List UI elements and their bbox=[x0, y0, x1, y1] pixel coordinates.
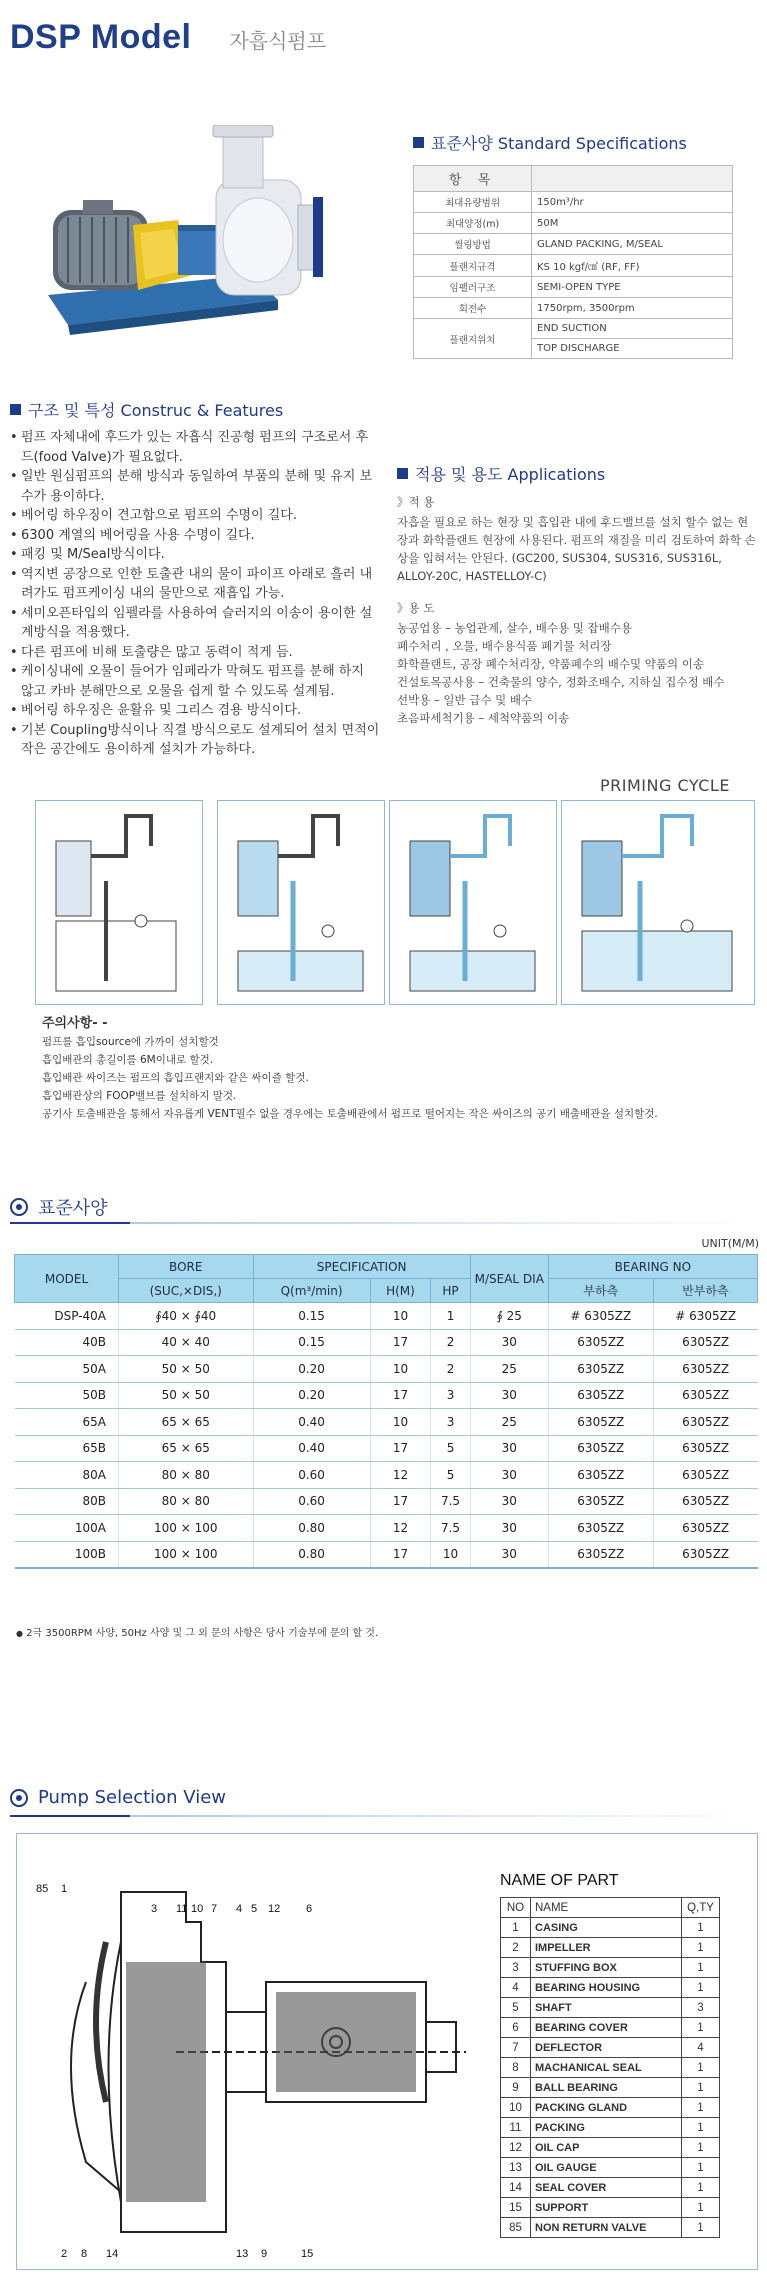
apply-text: 자흡을 필요로 하는 현장 및 흡입관 내에 후드밸브를 설치 할수 없는 현장과 화학플랜트 현장에 사용된다. 펌프의 재질을 미리 검토하여 화학 손상을 입혀서는 안된다. (GC200, SUS304, SUS316, SUS316L, ALLOY-20C, HASTELLOY-C) bbox=[397, 515, 756, 583]
spec-cell: 25 bbox=[470, 1409, 548, 1436]
spec-cell: 100B bbox=[15, 1541, 119, 1568]
selection-view-heading-text: Pump Selection View bbox=[38, 1787, 227, 1808]
part-name: SUPPORT bbox=[531, 2198, 682, 2218]
priming-step-2 bbox=[217, 800, 385, 1005]
parts-list-table bbox=[500, 1897, 720, 2238]
features-list bbox=[10, 428, 380, 760]
part-qty: 1 bbox=[682, 2078, 720, 2098]
spec-cell: 6305ZZ bbox=[653, 1409, 757, 1436]
spec-value: 50M bbox=[532, 213, 733, 234]
feature-item: • 케이싱내에 오물이 들어가 임페라가 막혀도 펌프를 분해 하지 않고 카바 분해만으로 오물을 쉽게 할 수 있도록 설계됨. bbox=[10, 662, 380, 701]
spec-cell: 5 bbox=[431, 1435, 470, 1462]
spec-key: 플랜지위치 bbox=[414, 319, 532, 359]
spec-cell: 30 bbox=[470, 1462, 548, 1489]
col-spec: SPECIFICATION bbox=[253, 1255, 470, 1279]
spec-key: 회전수 bbox=[414, 298, 532, 319]
part-qty: 1 bbox=[682, 2098, 720, 2118]
part-row bbox=[501, 2058, 720, 2078]
spec-cell: 0.15 bbox=[253, 1303, 370, 1330]
spec-value: TOP DISCHARGE bbox=[532, 339, 733, 359]
priming-cycle-diagram bbox=[35, 800, 755, 1005]
std-table-heading-text: 표준사양 bbox=[38, 1198, 108, 1219]
spec-cell: 12 bbox=[370, 1462, 431, 1489]
spec-cell: 0.20 bbox=[253, 1382, 370, 1409]
standard-spec-heading bbox=[413, 131, 687, 154]
spec-cell: 6305ZZ bbox=[548, 1356, 653, 1383]
features-heading bbox=[10, 398, 283, 421]
part-no: 85 bbox=[501, 2218, 531, 2238]
priming-step-4 bbox=[561, 800, 755, 1005]
spec-row bbox=[15, 1515, 758, 1542]
spec-cell: ∮ 25 bbox=[470, 1303, 548, 1330]
spec-cell: 30 bbox=[470, 1515, 548, 1542]
spec-value: 1750rpm, 3500rpm bbox=[532, 298, 733, 319]
part-row bbox=[501, 2018, 720, 2038]
spec-cell: 50A bbox=[15, 1356, 119, 1383]
callout-number: 12 bbox=[268, 1903, 281, 1915]
spec-cell: 80B bbox=[15, 1488, 119, 1515]
spec-cell: 6305ZZ bbox=[548, 1488, 653, 1515]
section-divider bbox=[10, 1222, 760, 1224]
part-no: 4 bbox=[501, 1978, 531, 1998]
spec-row bbox=[15, 1382, 758, 1409]
col-bearing-counter: 반부하측 bbox=[653, 1279, 757, 1303]
spec-table-header: 항 목 bbox=[414, 166, 532, 192]
feature-item: • 6300 계열의 베어링을 사용 수명이 길다. bbox=[10, 526, 380, 546]
parts-col-no: NO bbox=[501, 1898, 531, 1918]
callout-number: 8 bbox=[81, 2248, 88, 2260]
caution-line: 흡입배관 싸이즈는 펌프의 흡입프랜지와 같은 싸이즐 할것. bbox=[42, 1072, 309, 1084]
parts-col-name: NAME bbox=[531, 1898, 682, 1918]
section-divider bbox=[10, 1815, 760, 1817]
spec-cell: 0.40 bbox=[253, 1409, 370, 1436]
part-no: 11 bbox=[501, 2118, 531, 2138]
spec-cell: # 6305ZZ bbox=[548, 1303, 653, 1330]
part-name: PACKING bbox=[531, 2118, 682, 2138]
part-row bbox=[501, 2118, 720, 2138]
part-no: 10 bbox=[501, 2098, 531, 2118]
applications-heading-text: 적용 및 용도 Applications bbox=[415, 465, 606, 484]
callout-number: 6 bbox=[306, 1903, 313, 1915]
spec-cell: 80A bbox=[15, 1462, 119, 1489]
part-no: 7 bbox=[501, 2038, 531, 2058]
spec-cell: 17 bbox=[370, 1488, 431, 1515]
standard-spec-data-table bbox=[14, 1254, 758, 1569]
spec-cell: 6305ZZ bbox=[653, 1382, 757, 1409]
spec-cell: 10 bbox=[370, 1409, 431, 1436]
part-row bbox=[501, 2098, 720, 2118]
part-qty: 1 bbox=[682, 2118, 720, 2138]
spec-cell: 6305ZZ bbox=[653, 1435, 757, 1462]
part-qty: 1 bbox=[682, 1958, 720, 1978]
part-name: IMPELLER bbox=[531, 1938, 682, 1958]
callout-number: 2 bbox=[61, 2248, 68, 2260]
spec-cell: 100 × 100 bbox=[119, 1541, 254, 1568]
use-item: 초음파세척기용 – 세척약품의 이송 bbox=[397, 711, 570, 725]
part-name: MACHANICAL SEAL bbox=[531, 2058, 682, 2078]
spec-cell: 6305ZZ bbox=[548, 1515, 653, 1542]
part-no: 2 bbox=[501, 1938, 531, 1958]
caution-line: 공기사 토출배관을 통해서 자유롭게 VENT필수 없을 경우에는 토출배관에서 펌프로 떨어지는 작은 싸이즈의 공기 배출배관을 설치할것. bbox=[42, 1108, 658, 1120]
part-no: 8 bbox=[501, 2058, 531, 2078]
table-footnote bbox=[16, 1624, 378, 1639]
callout-number: 10 bbox=[191, 1903, 204, 1915]
spec-cell: 6305ZZ bbox=[548, 1329, 653, 1356]
part-qty: 3 bbox=[682, 1998, 720, 2018]
spec-cell: 30 bbox=[470, 1488, 548, 1515]
spec-cell: 6305ZZ bbox=[653, 1515, 757, 1542]
spec-cell: 80 × 80 bbox=[119, 1488, 254, 1515]
part-qty: 1 bbox=[682, 2018, 720, 2038]
feature-item: • 기본 Coupling방식이나 직결 방식으로도 설계되어 설치 면적이 작은 공간에도 용이하게 설치가 가능하다. bbox=[10, 721, 380, 760]
spec-cell: 7.5 bbox=[431, 1488, 470, 1515]
spec-cell: 80 × 80 bbox=[119, 1462, 254, 1489]
use-item: 폐수처리 , 오물, 배수용식품 폐기물 처리장 bbox=[397, 639, 612, 653]
feature-item: • 역지변 공장으로 인한 토출관 내의 물이 파이프 아래로 흘러 내려가도 펌프케이싱 내의 물만으로 재흡입 가능. bbox=[10, 565, 380, 604]
apply-label: 》적 용 bbox=[397, 495, 435, 509]
table-footnote-text: 2극 3500RPM 사양, 50Hz 사양 및 그 외 문의 사항은 당사 기술부에 문의 할 것. bbox=[26, 1628, 379, 1639]
part-row bbox=[501, 1918, 720, 1938]
spec-cell: 6305ZZ bbox=[548, 1435, 653, 1462]
spec-cell: 40B bbox=[15, 1329, 119, 1356]
spec-cell: 17 bbox=[370, 1541, 431, 1568]
spec-row bbox=[15, 1462, 758, 1489]
callout-number: 4 bbox=[236, 1903, 243, 1915]
priming-cycle-title: PRIMING CYCLE bbox=[600, 776, 730, 795]
spec-cell: 50 × 50 bbox=[119, 1356, 254, 1383]
part-qty: 1 bbox=[682, 2178, 720, 2198]
spec-cell: 10 bbox=[431, 1541, 470, 1568]
feature-item: • 패킹 및 M/Seal방식이다. bbox=[10, 545, 380, 565]
spec-cell: 6305ZZ bbox=[548, 1382, 653, 1409]
spec-key: 임펠러구조 bbox=[414, 277, 532, 298]
spec-row bbox=[15, 1488, 758, 1515]
part-no: 9 bbox=[501, 2078, 531, 2098]
part-name: SEAL COVER bbox=[531, 2178, 682, 2198]
use-label: 》용 도 bbox=[397, 601, 435, 615]
spec-cell: 40 × 40 bbox=[119, 1329, 254, 1356]
parts-col-qty: Q,TY bbox=[682, 1898, 720, 1918]
part-row bbox=[501, 1938, 720, 1958]
spec-cell: 0.15 bbox=[253, 1329, 370, 1356]
feature-item: • 세미오픈타입의 임펠라를 사용하여 슬러지의 이송이 용이한 설계방식을 적용했다. bbox=[10, 604, 380, 643]
part-no: 12 bbox=[501, 2138, 531, 2158]
part-qty: 1 bbox=[682, 2058, 720, 2078]
part-no: 6 bbox=[501, 2018, 531, 2038]
callout-number: 1 bbox=[61, 1883, 68, 1895]
applications-body bbox=[397, 493, 757, 727]
part-name: STUFFING BOX bbox=[531, 1958, 682, 1978]
feature-item: • 베어링 하우징이 견고함으로 펌프의 수명이 길다. bbox=[10, 506, 380, 526]
parts-list-title: NAME OF PART bbox=[500, 1872, 619, 1889]
part-qty: 4 bbox=[682, 2038, 720, 2058]
callout-number: 11 bbox=[176, 1903, 188, 1915]
spec-key: 최대양정(m) bbox=[414, 213, 532, 234]
callout-number: 13 bbox=[236, 2248, 249, 2260]
part-name: OIL CAP bbox=[531, 2138, 682, 2158]
caution-line: 펌프를 흡입source에 가까이 설치할것 bbox=[42, 1036, 219, 1048]
part-row bbox=[501, 2138, 720, 2158]
part-row bbox=[501, 2178, 720, 2198]
priming-step-3 bbox=[389, 800, 557, 1005]
selection-view-heading bbox=[10, 1787, 226, 1808]
feature-item: • 다른 펌프에 비해 토출량은 많고 동력이 적게 듬. bbox=[10, 643, 380, 663]
col-mseal: M/SEAL DIA bbox=[470, 1255, 548, 1303]
spec-cell: 6305ZZ bbox=[653, 1541, 757, 1568]
spec-cell: 3 bbox=[431, 1382, 470, 1409]
callout-number: 5 bbox=[251, 1903, 258, 1915]
spec-row bbox=[15, 1409, 758, 1436]
part-row bbox=[501, 1978, 720, 1998]
part-name: BALL BEARING bbox=[531, 2078, 682, 2098]
spec-cell: 2 bbox=[431, 1356, 470, 1383]
page-header bbox=[10, 18, 326, 57]
col-hp: HP bbox=[431, 1279, 470, 1303]
spec-cell: 0.20 bbox=[253, 1356, 370, 1383]
spec-cell: 10 bbox=[370, 1356, 431, 1383]
part-name: BEARING COVER bbox=[531, 2018, 682, 2038]
spec-cell: 6305ZZ bbox=[548, 1409, 653, 1436]
part-name: CASING bbox=[531, 1918, 682, 1938]
caution-line: 흡입배관의 총길이를 6M이내로 할것. bbox=[42, 1054, 214, 1066]
spec-cell: 6305ZZ bbox=[548, 1462, 653, 1489]
use-item: 농공업용 – 농업관계, 살수, 배수용 및 잡배수용 bbox=[397, 621, 632, 635]
spec-cell: 0.40 bbox=[253, 1435, 370, 1462]
page-title: DSP Model bbox=[10, 18, 192, 56]
part-qty: 1 bbox=[682, 2198, 720, 2218]
part-qty: 1 bbox=[682, 1978, 720, 1998]
col-model: MODEL bbox=[15, 1255, 119, 1303]
spec-value: END SUCTION bbox=[532, 319, 733, 339]
standard-spec-table bbox=[413, 165, 733, 359]
spec-value: SEMI-OPEN TYPE bbox=[532, 277, 733, 298]
part-row bbox=[501, 2158, 720, 2178]
use-item: 화학플랜트, 공장 폐수처리장, 약품폐수의 배수및 약품의 이송 bbox=[397, 657, 704, 671]
col-bore-sub: (SUC,×DIS,) bbox=[119, 1279, 254, 1303]
part-row bbox=[501, 2218, 720, 2238]
spec-key: 최대유량범위 bbox=[414, 192, 532, 213]
caution-notes bbox=[42, 1015, 742, 1123]
part-no: 5 bbox=[501, 1998, 531, 2018]
part-qty: 1 bbox=[682, 1918, 720, 1938]
spec-cell: 25 bbox=[470, 1356, 548, 1383]
part-no: 15 bbox=[501, 2198, 531, 2218]
spec-cell: 12 bbox=[370, 1515, 431, 1542]
part-no: 14 bbox=[501, 2178, 531, 2198]
page-subtitle: 자흡식펌프 bbox=[229, 29, 327, 53]
spec-cell: 6305ZZ bbox=[653, 1329, 757, 1356]
spec-cell: 65B bbox=[15, 1435, 119, 1462]
spec-key: 씰링방법 bbox=[414, 234, 532, 255]
spec-cell: 6305ZZ bbox=[548, 1541, 653, 1568]
spec-row bbox=[15, 1541, 758, 1568]
use-item: 선박용 – 일반 급수 및 배수 bbox=[397, 693, 533, 707]
spec-cell: 0.80 bbox=[253, 1541, 370, 1568]
spec-cell: 0.80 bbox=[253, 1515, 370, 1542]
spec-row bbox=[15, 1329, 758, 1356]
spec-cell: 30 bbox=[470, 1329, 548, 1356]
circle-bullet-icon bbox=[10, 1198, 28, 1216]
part-qty: 1 bbox=[682, 1938, 720, 1958]
col-bearing: BEARING NO bbox=[548, 1255, 757, 1279]
features-heading-text: 구조 및 특성 Construc & Features bbox=[28, 401, 284, 420]
caution-title: 주의사항- - bbox=[42, 1016, 108, 1031]
callout-number: 3 bbox=[151, 1903, 158, 1915]
circle-bullet-icon bbox=[10, 1789, 28, 1807]
spec-cell: 65 × 65 bbox=[119, 1435, 254, 1462]
square-bullet-icon bbox=[397, 468, 408, 479]
part-name: PACKING GLAND bbox=[531, 2098, 682, 2118]
col-h: H(M) bbox=[370, 1279, 431, 1303]
spec-cell: 50B bbox=[15, 1382, 119, 1409]
bullet-icon: ● bbox=[16, 1629, 23, 1638]
spec-cell: 10 bbox=[370, 1303, 431, 1330]
spec-cell: 1 bbox=[431, 1303, 470, 1330]
spec-key: 플랜지규격 bbox=[414, 255, 532, 277]
feature-item: • 일반 원심펌프의 분해 방식과 동일하여 부품의 분해 및 유지 보수가 용이하다. bbox=[10, 467, 380, 506]
spec-cell: 17 bbox=[370, 1329, 431, 1356]
spec-cell: 65A bbox=[15, 1409, 119, 1436]
part-qty: 1 bbox=[682, 2158, 720, 2178]
spec-cell: 5 bbox=[431, 1462, 470, 1489]
part-row bbox=[501, 1998, 720, 2018]
standard-spec-heading-text: 표준사양 Standard Specifications bbox=[431, 134, 687, 153]
spec-cell: 6305ZZ bbox=[653, 1462, 757, 1489]
spec-cell: 2 bbox=[431, 1329, 470, 1356]
part-name: BEARING HOUSING bbox=[531, 1978, 682, 1998]
callout-number: 15 bbox=[301, 2248, 314, 2260]
pump-sectional-drawing bbox=[26, 1862, 481, 2262]
std-table-heading bbox=[10, 1194, 108, 1220]
callout-number: 9 bbox=[261, 2248, 268, 2260]
pump-product-image bbox=[28, 125, 373, 340]
spec-row bbox=[15, 1303, 758, 1330]
unit-label: UNIT(M/M) bbox=[701, 1237, 759, 1250]
part-row bbox=[501, 1958, 720, 1978]
spec-cell: 0.60 bbox=[253, 1462, 370, 1489]
use-item: 건설토목공사용 – 건축물의 양수, 정화조배수, 지하실 집수정 배수 bbox=[397, 675, 725, 689]
spec-cell: 100 × 100 bbox=[119, 1515, 254, 1542]
part-name: NON RETURN VALVE bbox=[531, 2218, 682, 2238]
feature-item: • 베어링 하우징은 윤활유 및 그리스 겸용 방식이다. bbox=[10, 701, 380, 721]
caution-line: 흡입배관상의 FOOP밸브를 설치하지 말것. bbox=[42, 1090, 237, 1102]
spec-cell: 30 bbox=[470, 1541, 548, 1568]
spec-cell: 17 bbox=[370, 1435, 431, 1462]
callout-number: 85 bbox=[36, 1883, 49, 1895]
feature-item: • 펌프 자체내에 후드가 있는 자흡식 진공형 펌프의 구조로서 후드(food Valve)가 필요없다. bbox=[10, 428, 380, 467]
part-row bbox=[501, 2078, 720, 2098]
callout-number: 7 bbox=[211, 1903, 218, 1915]
part-row bbox=[501, 2198, 720, 2218]
part-no: 3 bbox=[501, 1958, 531, 1978]
part-name: SHAFT bbox=[531, 1998, 682, 2018]
col-bore: BORE bbox=[119, 1255, 254, 1279]
part-no: 1 bbox=[501, 1918, 531, 1938]
spec-value: KS 10 kgf/㎠ (RF, FF) bbox=[532, 255, 733, 277]
part-qty: 1 bbox=[682, 2138, 720, 2158]
part-row bbox=[501, 2038, 720, 2058]
spec-cell: 30 bbox=[470, 1435, 548, 1462]
part-name: DEFLECTOR bbox=[531, 2038, 682, 2058]
col-bearing-load: 부하측 bbox=[548, 1279, 653, 1303]
spec-row bbox=[15, 1435, 758, 1462]
col-q: Q(m³/min) bbox=[253, 1279, 370, 1303]
priming-step-1 bbox=[35, 800, 203, 1005]
square-bullet-icon bbox=[10, 404, 21, 415]
spec-cell: 0.60 bbox=[253, 1488, 370, 1515]
spec-cell: 100A bbox=[15, 1515, 119, 1542]
spec-cell: 50 × 50 bbox=[119, 1382, 254, 1409]
spec-cell: DSP-40A bbox=[15, 1303, 119, 1330]
spec-cell: 17 bbox=[370, 1382, 431, 1409]
part-no: 13 bbox=[501, 2158, 531, 2178]
square-bullet-icon bbox=[413, 137, 424, 148]
part-qty: 1 bbox=[682, 2218, 720, 2238]
part-name: OIL GAUGE bbox=[531, 2158, 682, 2178]
spec-cell: 7.5 bbox=[431, 1515, 470, 1542]
spec-cell: 30 bbox=[470, 1382, 548, 1409]
spec-cell: 65 × 65 bbox=[119, 1409, 254, 1436]
spec-cell: 3 bbox=[431, 1409, 470, 1436]
spec-cell: ∮40 × ∮40 bbox=[119, 1303, 254, 1330]
spec-cell: 6305ZZ bbox=[653, 1488, 757, 1515]
applications-heading bbox=[397, 462, 605, 485]
spec-value: GLAND PACKING, M/SEAL bbox=[532, 234, 733, 255]
callout-number: 14 bbox=[106, 2248, 119, 2260]
spec-value: 150m³/hr bbox=[532, 192, 733, 213]
spec-cell: # 6305ZZ bbox=[653, 1303, 757, 1330]
spec-row bbox=[15, 1356, 758, 1383]
spec-cell: 6305ZZ bbox=[653, 1356, 757, 1383]
